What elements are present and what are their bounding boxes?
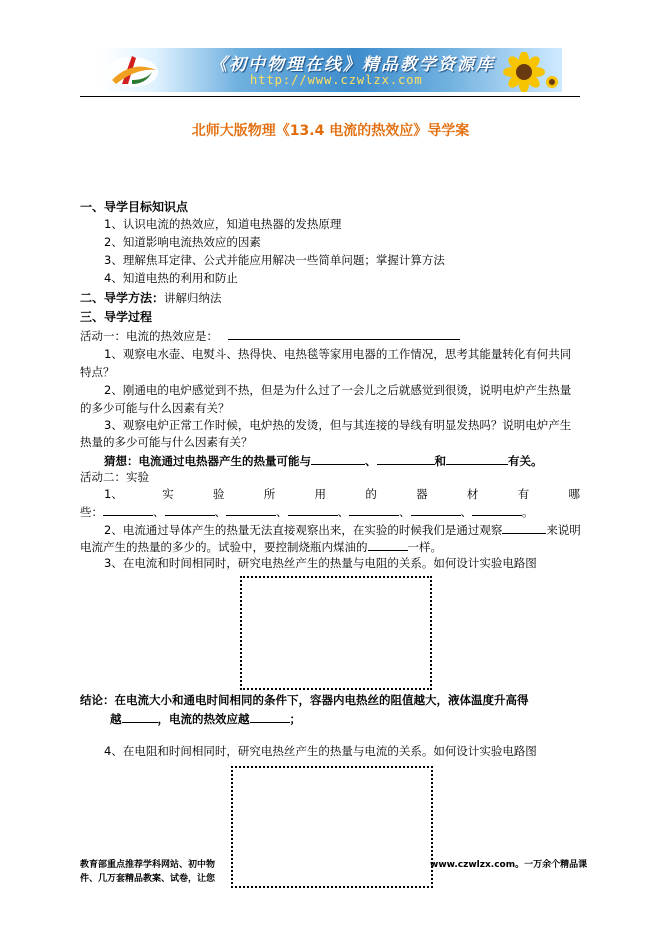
- conclusion-blank-1[interactable]: [122, 710, 158, 723]
- material-blank-7[interactable]: [472, 503, 522, 516]
- footer-left-line-2: 件、几万套精品教案、试卷，让您: [80, 874, 216, 884]
- experiment-1-line-1: [104, 486, 580, 502]
- exp1-sep: 、: [153, 505, 165, 519]
- sunflower-icon: [502, 52, 560, 92]
- conclusion-text-a: 越: [110, 712, 122, 726]
- footer-right-line-1: www.czwlzx.com。一万余个精品课: [430, 860, 588, 870]
- exp1-word: 验: [212, 487, 225, 501]
- activity-1-line: [80, 327, 460, 344]
- experiment-4-text: 4、在电阻和时间相同时，研究电热丝产生的热量与电流的关系。如何设计实验电路图: [104, 744, 537, 758]
- objective-item-4: 4、知道电热的利用和防止: [104, 271, 238, 285]
- exp1-word: 的: [365, 487, 377, 501]
- exp2-text-b: 来说明: [546, 523, 581, 537]
- section-1-heading: 一、导学目标知识点: [80, 200, 189, 214]
- experiment-2-line-2: [80, 538, 442, 555]
- conclusion-blank-2[interactable]: [250, 710, 290, 723]
- experiment-3-text: 3、在电流和时间相同时，研究电热丝产生的热量与电阻的关系。如何设计实验电路图: [104, 556, 537, 570]
- exp1-sep: 、: [276, 505, 288, 519]
- exp1-word: 所: [263, 487, 276, 501]
- question-1-line-2: 特点？: [80, 365, 115, 379]
- question-3-line-1: 3、观察电炉正常工作时候，电炉热的发烫，但与其连接的导线有明显发热吗？说明电炉产生: [104, 418, 572, 432]
- circuit-diagram-box-1[interactable]: [240, 576, 432, 690]
- material-blank-6[interactable]: [411, 503, 461, 516]
- section-2-heading: 二、导学方法：: [80, 291, 165, 305]
- exp1-word: 材: [466, 487, 479, 501]
- question-3-line-2: 热量的多少可能与什么因素有关？: [80, 435, 253, 449]
- observe-blank[interactable]: [502, 521, 546, 534]
- exp1-sep: 、: [399, 505, 411, 519]
- activity-1-answer-blank[interactable]: [228, 327, 460, 340]
- objective-item-1: 1、认识电流的热效应，知道电热器的发热原理: [104, 217, 342, 231]
- exp1-word: 用: [314, 487, 327, 501]
- exp2-text-a: 2、电流通过导体产生的热量无法直接观察出来，在实验的时候我们是通过观察: [104, 523, 503, 537]
- activity-2-label: 活动二：实验: [80, 470, 149, 484]
- objective-item-3: 3、理解焦耳定律、公式并能应用解决一些简单问题；掌握计算方法: [104, 253, 445, 267]
- banner-title: 《初中物理在线》精品教学资源库: [210, 55, 495, 75]
- guess-line: [104, 452, 543, 469]
- exp1-word: 哪: [568, 487, 580, 501]
- exp1-sep: 、: [214, 505, 226, 519]
- conclusion-line-2: [110, 710, 301, 727]
- exp2-text-c: 电流产生的热量的多少的。试验中，要控制烧瓶内煤油的: [80, 540, 368, 554]
- header-divider: [80, 96, 580, 97]
- exp2-text-d: 一样。: [407, 540, 442, 554]
- objective-item-2: 2、知道影响电流热效应的因素: [104, 235, 261, 249]
- site-logo-icon: [102, 50, 162, 90]
- activity-1-label: 活动一：电流的热效应是：: [80, 329, 218, 343]
- exp1-sep: 、: [460, 505, 472, 519]
- circuit-diagram-box-2[interactable]: [231, 766, 433, 888]
- guess-and: 和: [434, 454, 446, 468]
- conclusion-line-1: 结论：在电流大小和通电时间相同的条件下，容器内电热丝的阻值越大，液体温度升高得: [80, 693, 529, 707]
- question-2-line-1: 2、刚通电的电炉感觉到不热，但是为什么过了一会儿之后就感觉到很烫，说明电炉产生热量: [104, 383, 572, 397]
- guess-end: 有关。: [508, 454, 543, 468]
- guess-blank-3[interactable]: [446, 452, 508, 465]
- header-banner: [100, 48, 562, 92]
- control-blank[interactable]: [368, 538, 408, 551]
- guess-blank-2[interactable]: [377, 452, 435, 465]
- document-title: 北师大版物理《13.4 电流的热效应》导学案: [191, 123, 470, 139]
- exp1-word: 器: [416, 487, 428, 501]
- banner-url[interactable]: http://www.czwlzx.com: [250, 73, 423, 87]
- exp1-prefix: 些：: [80, 505, 103, 519]
- section-2-method: 讲解归纳法: [164, 291, 222, 305]
- section-2-line: [80, 289, 222, 306]
- experiment-2-line-1: [104, 521, 581, 538]
- question-1-line-1: 1、观察电水壶、电熨斗、热得快、电热毯等家用电器的工作情况，思考其能量转化有何共同: [104, 347, 572, 361]
- exp1-word: 1、: [104, 487, 123, 501]
- guess-blank-1[interactable]: [311, 452, 365, 465]
- material-blank-1[interactable]: [103, 503, 153, 516]
- exp1-end: 。: [522, 505, 534, 519]
- experiment-1-line-2: [80, 503, 534, 520]
- material-blank-5[interactable]: [349, 503, 399, 516]
- guess-separator: 、: [365, 454, 377, 468]
- exp1-word: 实: [162, 487, 174, 501]
- conclusion-text-c: ；: [289, 712, 301, 726]
- material-blank-4[interactable]: [288, 503, 338, 516]
- material-blank-3[interactable]: [226, 503, 276, 516]
- section-3-heading: 三、导学过程: [80, 310, 153, 324]
- question-2-line-2: 的多少可能与什么因素有关？: [80, 401, 230, 415]
- exp1-word: 有: [517, 487, 530, 501]
- exp1-sep: 、: [337, 505, 349, 519]
- conclusion-text-b: ，电流的热效应越: [157, 712, 250, 726]
- guess-label: 猜想：电流通过电热器产生的热量可能与: [104, 454, 311, 468]
- footer-left-line-1: 教育部重点推荐学科网站、初中物: [80, 860, 216, 870]
- material-blank-2[interactable]: [165, 503, 215, 516]
